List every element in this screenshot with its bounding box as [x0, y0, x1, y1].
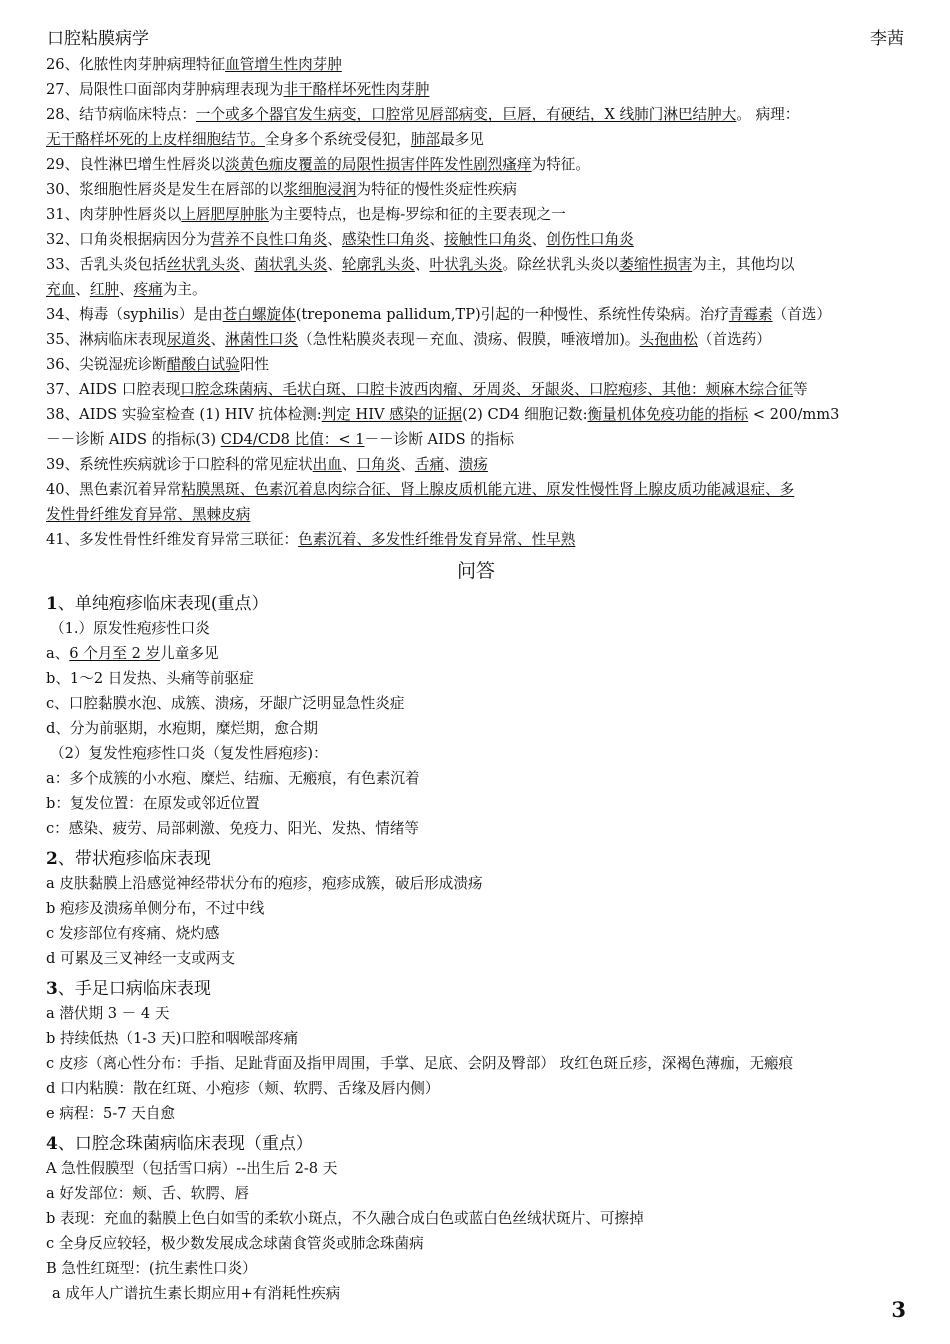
item-text: 32、口角炎根据病因分为 [46, 231, 211, 248]
item-answer: 溃疡 [458, 456, 488, 473]
item-answer: 舌痛 [414, 456, 445, 473]
item-text: 、 [341, 456, 357, 473]
item-28 [46, 102, 906, 127]
item-answer: 青霉素 [728, 306, 773, 323]
item-text: 为主。 [162, 281, 207, 298]
item-answer: 衡量机体免疫功能的指标 [587, 406, 749, 423]
item-answer: 肺部 [410, 131, 441, 148]
item-text: 39、系统性疾病就诊于口腔科的常见症状 [46, 456, 313, 473]
item-text: 阳性 [239, 356, 269, 373]
section-title: 问答 [456, 560, 495, 582]
item-40 [46, 477, 906, 502]
item-text: 、 [75, 281, 90, 298]
item-text: 、 [119, 281, 134, 298]
item-text: 27、局限性口面部肉芽肿病理表现为 [46, 81, 284, 98]
item-28-cont [46, 127, 906, 152]
item-answer: 菌状乳头炎 [254, 256, 328, 273]
question-heading [46, 592, 906, 616]
item-text: 。除丝状乳头炎以 [502, 256, 620, 273]
item-text: 、 [429, 231, 445, 248]
answer-line: e 病程：5-7 天自愈 [46, 1105, 175, 1122]
item-text: －－诊断 AIDS 的指标 [364, 431, 514, 448]
answer-line: c：感染、疲劳、局部刺激、免疫力、阳光、发热、情绪等 [46, 820, 420, 837]
question-heading [46, 847, 906, 871]
item-text: －－诊断 AIDS 的指标(3) [46, 431, 221, 448]
item-text: 33、舌乳头炎包括 [46, 256, 167, 273]
item-answer: 红肿 [89, 281, 120, 298]
item-text: （首选药） [697, 331, 771, 348]
item-text: 38、AIDS 实验室检查 (1) HIV 抗体检测: [46, 406, 322, 423]
item-text: 为主，其他均以 [692, 256, 795, 273]
question-heading [46, 1132, 906, 1156]
item-answer: 粘膜黑斑、色素沉着息肉综合征、肾上腺皮质机能亢进、原发性慢性肾上腺皮质功能减退症、多 [181, 481, 795, 498]
item-answer: 萎缩性损害 [619, 256, 693, 273]
item-33-cont [46, 277, 906, 302]
item-answer: 判定 HIV 感染的证据 [321, 406, 463, 423]
answer-line: a 皮肤黏膜上沿感觉神经带状分布的疱疹，疱疹成簇，破后形成溃疡 [46, 875, 483, 892]
answer-line: a 成年人广谱抗生素长期应用+有消耗性疾病 [52, 1285, 341, 1302]
question-title: 、带状疱疹临床表现 [57, 849, 211, 869]
item-answer: 口角炎 [356, 456, 401, 473]
item-text: 儿童多见 [160, 645, 219, 662]
item-text: 29、良性淋巴增生性唇炎以 [46, 156, 226, 173]
item-answer: 轮廓乳头炎 [341, 256, 415, 273]
item-text: 等 [793, 381, 808, 398]
item-text: 36、尖锐湿疣诊断 [46, 356, 167, 373]
item-32 [46, 227, 906, 252]
item-text: 、 [239, 256, 255, 273]
answer-line: d 口内粘膜：散在红斑、小疱疹（颊、软腭、舌缘及唇内侧） [46, 1080, 440, 1097]
answer-line: c、口腔黏膜水泡、成簇、溃疡，牙龈广泛明显急性炎症 [46, 695, 405, 712]
item-31 [46, 202, 906, 227]
item-text: （急性粘膜炎表现－充血、溃疡、假膜，唾液增加)。 [298, 331, 640, 348]
answer-line [46, 641, 906, 666]
item-answer: 叶状乳头炎 [429, 256, 503, 273]
item-answer: 血管增生性肉芽肿 [225, 56, 342, 73]
item-text: 为特征。 [531, 156, 590, 173]
item-34 [46, 302, 906, 327]
item-answer: 丝状乳头炎 [166, 256, 240, 273]
item-text: （首选） [772, 306, 831, 323]
item-text: a、 [46, 645, 70, 662]
item-text: 40、黑色素沉着异常 [46, 481, 182, 498]
item-answer: 出血 [312, 456, 342, 473]
item-33 [46, 252, 906, 277]
item-answer: 淋菌性口炎 [225, 331, 299, 348]
item-37 [46, 377, 906, 402]
item-answer: 上唇肥厚肿胀 [181, 206, 269, 223]
item-text: 30、浆细胞性唇炎是发生在唇部的以 [46, 181, 284, 198]
answer-line: b 表现：充血的黏膜上色白如雪的柔软小斑点，不久融合成白色或蓝白色丝绒状斑片、可擦掉 [46, 1210, 644, 1227]
answer-line: b 疱疹及溃疡单侧分布，不过中线 [46, 900, 265, 917]
answer-line: d、分为前驱期，水疱期，糜烂期，愈合期 [46, 720, 319, 737]
item-30 [46, 177, 906, 202]
item-38 [46, 402, 906, 427]
item-answer: 浆细胞浸润 [283, 181, 357, 198]
item-text: 28、结节病临床特点： [46, 106, 196, 123]
item-answer: 充血 [46, 281, 76, 298]
item-answer: 营养不良性口角炎 [210, 231, 328, 248]
item-text: 26、化脓性肉芽肿病理特征 [46, 56, 226, 73]
item-35 [46, 327, 906, 352]
item-answer: 尿道炎 [166, 331, 211, 348]
answer-line: a 好发部位：颊、舌、软腭、唇 [46, 1185, 250, 1202]
item-answer: 疼痛 [133, 281, 163, 298]
item-text: 。 病理： [736, 106, 800, 123]
answer-line: d 可累及三叉神经一支或两支 [46, 950, 236, 967]
page-number: 3 [891, 1297, 906, 1322]
item-text: 35、淋病临床表现 [46, 331, 167, 348]
item-text: 、 [327, 256, 342, 273]
item-answer: 一个或多个器官发生病变，口腔常见唇部病变，巨唇，有硬结，X 线肺门淋巴结肿大 [195, 106, 737, 123]
item-text: 、 [531, 231, 547, 248]
item-text: (2) CD4 细胞记数: [462, 406, 588, 423]
item-27 [46, 77, 906, 102]
item-answer: 接触性口角炎 [444, 231, 532, 248]
item-answer: 6 个月至 2 岁 [69, 645, 161, 662]
item-text: 、 [210, 331, 226, 348]
item-text: (treponema pallidum,TP)引起的一种慢性、系统性传染病。治疗 [295, 306, 729, 323]
answer-line: a 潜伏期 3 － 4 天 [46, 1005, 170, 1022]
answer-line: b：复发位置：在原发或邻近位置 [46, 795, 260, 812]
item-answer: 发性骨纤维发育异常、黑棘皮病 [46, 506, 251, 523]
question-title: (重点） [210, 594, 269, 614]
answer-line: B 急性红斑型：(抗生素性口炎） [46, 1260, 257, 1277]
item-40-cont [46, 502, 906, 527]
question-heading [46, 977, 906, 1001]
item-answer: 头孢曲松 [639, 331, 698, 348]
item-text: 最多见 [440, 131, 484, 148]
item-answer: 无干酪样坏死的上皮样细胞结节。 [46, 131, 265, 148]
item-26 [46, 52, 906, 77]
item-41 [46, 527, 906, 552]
item-answer: 色素沉着、多发性纤维骨发育异常、性早熟 [298, 531, 576, 548]
item-answer: 非干酪样坏死性肉芽肿 [283, 81, 430, 98]
item-text: 、 [444, 456, 459, 473]
answer-subheading: （1.）原发性疱疹性口炎 [50, 620, 210, 637]
item-text: 34、梅毒（syphilis）是由 [46, 306, 223, 323]
answer-line: c 全身反应较轻，极少数发展成念球菌食管炎或肺念珠菌病 [46, 1235, 424, 1252]
question-title: 、口腔念珠菌病临床表现（重点） [57, 1134, 313, 1154]
item-text: 为特征的慢性炎症性疾病 [356, 181, 518, 198]
document-body [46, 52, 906, 1306]
item-text: 、 [400, 456, 415, 473]
answer-line: a：多个成簇的小水疱、糜烂、结痂、无瘢痕，有色素沉着 [46, 770, 420, 787]
item-text: 41、多发性骨性纤维发育异常三联征： [46, 531, 299, 548]
question-number: 4 [46, 1134, 58, 1154]
item-answer: 口腔念珠菌病、毛状白斑、口腔卡波西肉瘤、牙周炎、牙龈炎、口腔疱疹、其他：颊麻木综合征 [180, 381, 794, 398]
question-number: 2 [46, 849, 58, 869]
answer-line: c 发疹部位有疼痛、烧灼感 [46, 925, 220, 942]
running-header-title: 口腔粘膜病学 [47, 29, 149, 49]
item-text: 全身多个系统受侵犯， [264, 131, 411, 148]
item-38-cont [46, 427, 906, 452]
item-answer: 感染性口角炎 [341, 231, 430, 248]
answer-line: b、1～2 日发热、头痛等前驱症 [46, 670, 254, 687]
item-39 [46, 452, 906, 477]
item-answer: 淡黄色痂皮覆盖的局限性损害伴阵发性剧烈瘙痒 [225, 156, 532, 173]
item-text: 37、AIDS 口腔表现 [46, 381, 181, 398]
question-number: 3 [46, 979, 58, 999]
question-number: 1 [46, 594, 58, 614]
question-title: 、单纯疱疹临床表现 [57, 594, 211, 614]
running-header-author: 李茜 [870, 29, 904, 49]
answer-line: c 皮疹（离心性分布：手指、足趾背面及指甲周围，手掌、足底、会阴及臀部） 玫红色斑丘疹，深褐色薄痂，无瘢痕 [46, 1055, 794, 1072]
answer-line: b 持续低热（1-3 天)口腔和咽喉部疼痛 [46, 1030, 299, 1047]
answer-line: A 急性假膜型（包括雪口病）--出生后 2-8 天 [46, 1160, 338, 1177]
answer-subheading: （2）复发性疱疹性口炎（复发性唇疱疹)： [50, 745, 328, 762]
item-answer: 醋酸白试验 [166, 356, 240, 373]
item-answer: 创伤性口角炎 [546, 231, 634, 248]
item-answer: CD4/CD8 比值：< 1 [220, 431, 365, 448]
question-title: 、手足口病临床表现 [57, 979, 211, 999]
item-text: < 200/mm3 [748, 406, 840, 423]
item-text: 、 [414, 256, 430, 273]
item-29 [46, 152, 906, 177]
item-text: 为主要特点，也是梅-罗综和征的主要表现之一 [268, 206, 566, 223]
item-text: 、 [327, 231, 342, 248]
item-text: 31、肉芽肿性唇炎以 [46, 206, 182, 223]
item-36 [46, 352, 906, 377]
item-answer: 苍白螺旋体 [222, 306, 296, 323]
